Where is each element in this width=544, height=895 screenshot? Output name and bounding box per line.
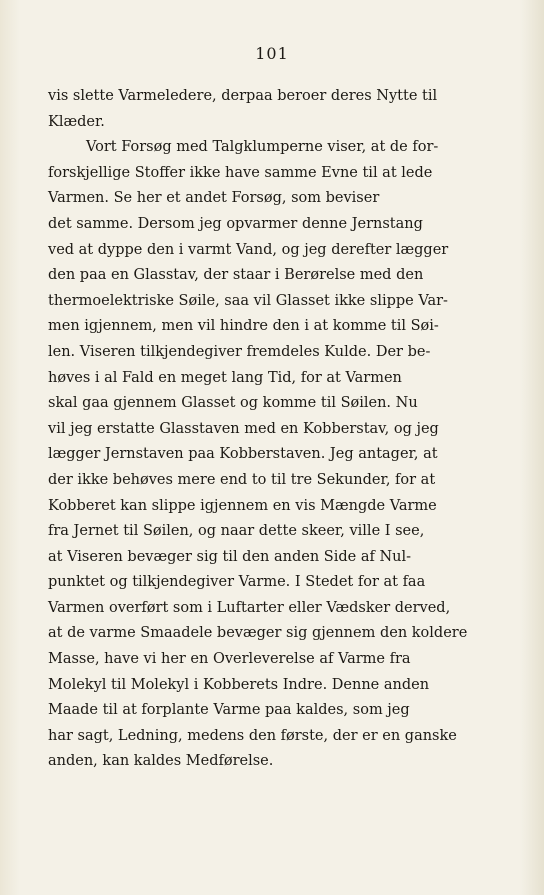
- text-line: forskjellige Stoffer ikke have samme Evne til at lede: [48, 164, 433, 181]
- text-line: men igjennem, men vil hindre den i at komme til Søi-: [48, 318, 439, 335]
- text-line: Molekyl til Molekyl i Kobberets Indre. Denne anden: [48, 676, 430, 693]
- text-line: punktet og tilkjendegiver Varme. I Stedet for at faa: [48, 574, 426, 591]
- text-line: Vort Forsøg med Talgklumperne viser, at de for-: [86, 139, 439, 156]
- page-number: 101: [255, 44, 289, 63]
- text-line: Varmen. Se her et andet Forsøg, som beviser: [48, 190, 380, 207]
- text-line: len. Viseren tilkjendegiver fremdeles Kulde. Der be-: [48, 343, 431, 360]
- text-line: vil jeg erstatte Glasstaven med en Kobberstav, og jeg: [48, 420, 439, 437]
- text-line: fra Jernet til Søilen, og naar dette skeer, ville I see,: [48, 523, 425, 540]
- text-line: Maade til at forplante Varme paa kaldes, som jeg: [48, 702, 410, 719]
- body-text: [48, 84, 478, 775]
- text-line: skal gaa gjennem Glasset og komme til Søilen. Nu: [48, 395, 418, 412]
- text-line: Kobberet kan slippe igjennem en vis Mængde Varme: [48, 497, 437, 514]
- text-line: lægger Jernstaven paa Kobberstaven. Jeg antager, at: [48, 446, 438, 463]
- text-line: thermoelektriske Søile, saa vil Glasset ikke slippe Var-: [48, 292, 448, 309]
- text-line: der ikke behøves mere end to til tre Sekunder, for at: [48, 471, 436, 488]
- text-line: ved at dyppe den i varmt Vand, og jeg derefter lægger: [48, 241, 449, 258]
- text-line: vis slette Varmeledere, derpaa beroer deres Nytte til: [48, 88, 438, 104]
- text-line: at Viseren bevæger sig til den anden Side af Nul-: [48, 548, 412, 565]
- text-line: anden, kan kaldes Medførelse.: [48, 753, 274, 770]
- text-line: det samme. Dersom jeg opvarmer denne Jernstang: [48, 215, 423, 232]
- text-line: Varmen overført som i Luftarter eller Vædsker derved,: [48, 599, 451, 616]
- text-line: at de varme Smaadele bevæger sig gjennem den koldere: [48, 625, 468, 642]
- text-line: høves i al Fald en meget lang Tid, for at Varmen: [48, 369, 402, 386]
- text-line: Klæder.: [48, 113, 105, 130]
- text-line: Masse, have vi her en Overleverelse af Varme fra: [48, 651, 411, 668]
- text-line: har sagt, Ledning, medens den første, der er en ganske: [48, 727, 457, 744]
- text-line: den paa en Glasstav, der staar i Berørelse med den: [48, 267, 424, 284]
